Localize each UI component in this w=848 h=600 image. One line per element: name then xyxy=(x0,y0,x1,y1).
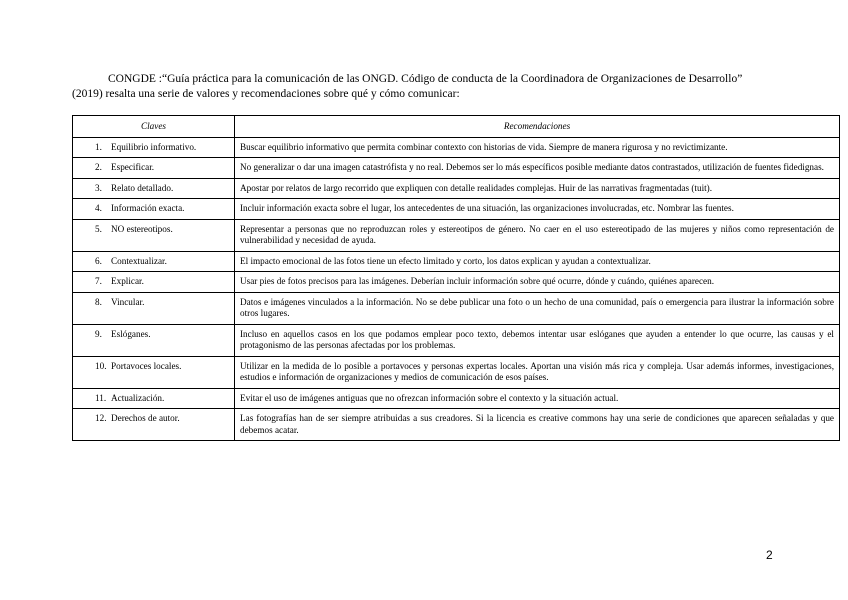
key-number: 4. xyxy=(95,203,102,213)
key-number: 11. xyxy=(95,392,107,403)
key-number: 8. xyxy=(95,296,102,307)
key-cell xyxy=(73,356,235,388)
key-label: Contextualizar. xyxy=(111,255,167,266)
recommendation-cell: El impacto emocional de las fotos tiene un efecto limitado y corto, los datos explican y ayudan a contextualizar. xyxy=(235,251,840,272)
key-cell xyxy=(73,388,235,409)
key-label: Relato detallado. xyxy=(111,182,174,193)
table-row xyxy=(73,272,840,293)
table-row xyxy=(73,219,840,251)
table-row xyxy=(73,388,840,409)
key-label: Portavoces locales. xyxy=(111,360,182,371)
key-label: NO estereotipos. xyxy=(111,223,173,234)
recommendations-table xyxy=(72,115,840,441)
recommendation-cell: Buscar equilibrio informativo que permita combinar contexto con historias de vida. Siempre de manera rigurosa y no revictimizante. xyxy=(235,137,840,158)
key-number: 1. xyxy=(95,141,102,152)
key-cell xyxy=(73,292,235,324)
recommendation-cell: Apostar por relatos de largo recorrido que expliquen con detalle realidades complejas. Huir de las narrativas fragmentadas (tuit). xyxy=(235,178,840,199)
recommendation-cell: Utilizar en la medida de lo posible a portavoces y personas expertas locales. Aportan una visión más rica y compleja. Usar además informes, investigaciones, estudios e información de organizaciones y medios de comunicación de esos países. xyxy=(235,356,840,388)
key-cell xyxy=(73,199,235,220)
intro-line-1: CONGDE :“Guía práctica para la comunicación de las ONGD. Código de conducta de la Coordinadora de Organizaciones de Desarrollo” xyxy=(108,73,743,85)
key-label: Especificar. xyxy=(111,162,155,172)
key-label: Explicar. xyxy=(111,276,144,286)
recommendation-cell: Incluso en aquellos casos en los que podamos emplear poco texto, debemos intentar usar eslóganes que ayuden a entender lo que ocurre, las causas y el protagonismo de las personas afectadas por los problemas. xyxy=(235,324,840,356)
key-cell xyxy=(73,272,235,293)
key-cell xyxy=(73,324,235,356)
key-number: 2. xyxy=(95,162,102,172)
recommendation-cell: Usar pies de fotos precisos para las imágenes. Deberían incluir información sobre qué ocurre, dónde y cuándo, quiénes aparecen. xyxy=(235,272,840,293)
key-cell xyxy=(73,178,235,199)
key-cell xyxy=(73,137,235,158)
page-number: 2 xyxy=(766,548,773,562)
table-row xyxy=(73,137,840,158)
recommendation-cell: No generalizar o dar una imagen catastrófista y no real. Debemos ser lo más específicos posible mediante datos contrastados, utilización de fuentes fidedignas. xyxy=(235,158,840,179)
key-number: 9. xyxy=(95,328,102,339)
key-number: 7. xyxy=(95,276,102,286)
table-row xyxy=(73,199,840,220)
key-cell xyxy=(73,158,235,179)
recommendation-cell: Representar a personas que no reproduzcan roles y estereotipos de género. No caer en el uso estereotipado de las mujeres y niños como representación de vulnerabilidad y necesidad de ayuda. xyxy=(235,219,840,251)
recommendation-cell: Las fotografías han de ser siempre atribuidas a sus creadores. Si la licencia es creative commons hay una serie de condiciones que aparecen señaladas y que debemos acatar. xyxy=(235,409,840,441)
header-claves: Claves xyxy=(73,116,235,138)
key-cell xyxy=(73,219,235,251)
header-recomendaciones: Recomendaciones xyxy=(235,116,840,138)
key-number: 10. xyxy=(95,360,107,371)
table-row xyxy=(73,356,840,388)
key-label: Eslóganes. xyxy=(111,328,151,339)
recommendation-cell: Datos e imágenes vinculados a la información. No se debe publicar una foto o un hecho de una comunidad, país o emergencia para ilustrar la información sobre otros lugares. xyxy=(235,292,840,324)
key-label: Actualización. xyxy=(111,392,165,403)
key-label: Equilibrio informativo. xyxy=(111,141,197,152)
key-number: 5. xyxy=(95,223,102,234)
key-number: 3. xyxy=(95,182,102,193)
table-row xyxy=(73,324,840,356)
table-row xyxy=(73,158,840,179)
table-header-row xyxy=(73,116,840,138)
key-label: Derechos de autor. xyxy=(111,413,180,423)
recommendation-cell: Evitar el uso de imágenes antiguas que no ofrezcan información sobre el contexto y la situación actual. xyxy=(235,388,840,409)
table-row xyxy=(73,292,840,324)
key-number: 6. xyxy=(95,255,102,266)
recommendation-cell: Incluir información exacta sobre el lugar, los antecedentes de una situación, las organizaciones involucradas, etc. Nombrar las fuentes. xyxy=(235,199,840,220)
key-label: Información exacta. xyxy=(111,203,185,213)
key-label: Vincular. xyxy=(111,296,145,307)
intro-paragraph xyxy=(72,72,792,102)
key-cell xyxy=(73,409,235,441)
key-cell xyxy=(73,251,235,272)
key-number: 12. xyxy=(95,413,107,423)
table-row xyxy=(73,178,840,199)
table-row xyxy=(73,409,840,441)
intro-line-2: (2019) resalta una serie de valores y recomendaciones sobre qué y cómo comunicar: xyxy=(72,88,460,100)
table-row xyxy=(73,251,840,272)
